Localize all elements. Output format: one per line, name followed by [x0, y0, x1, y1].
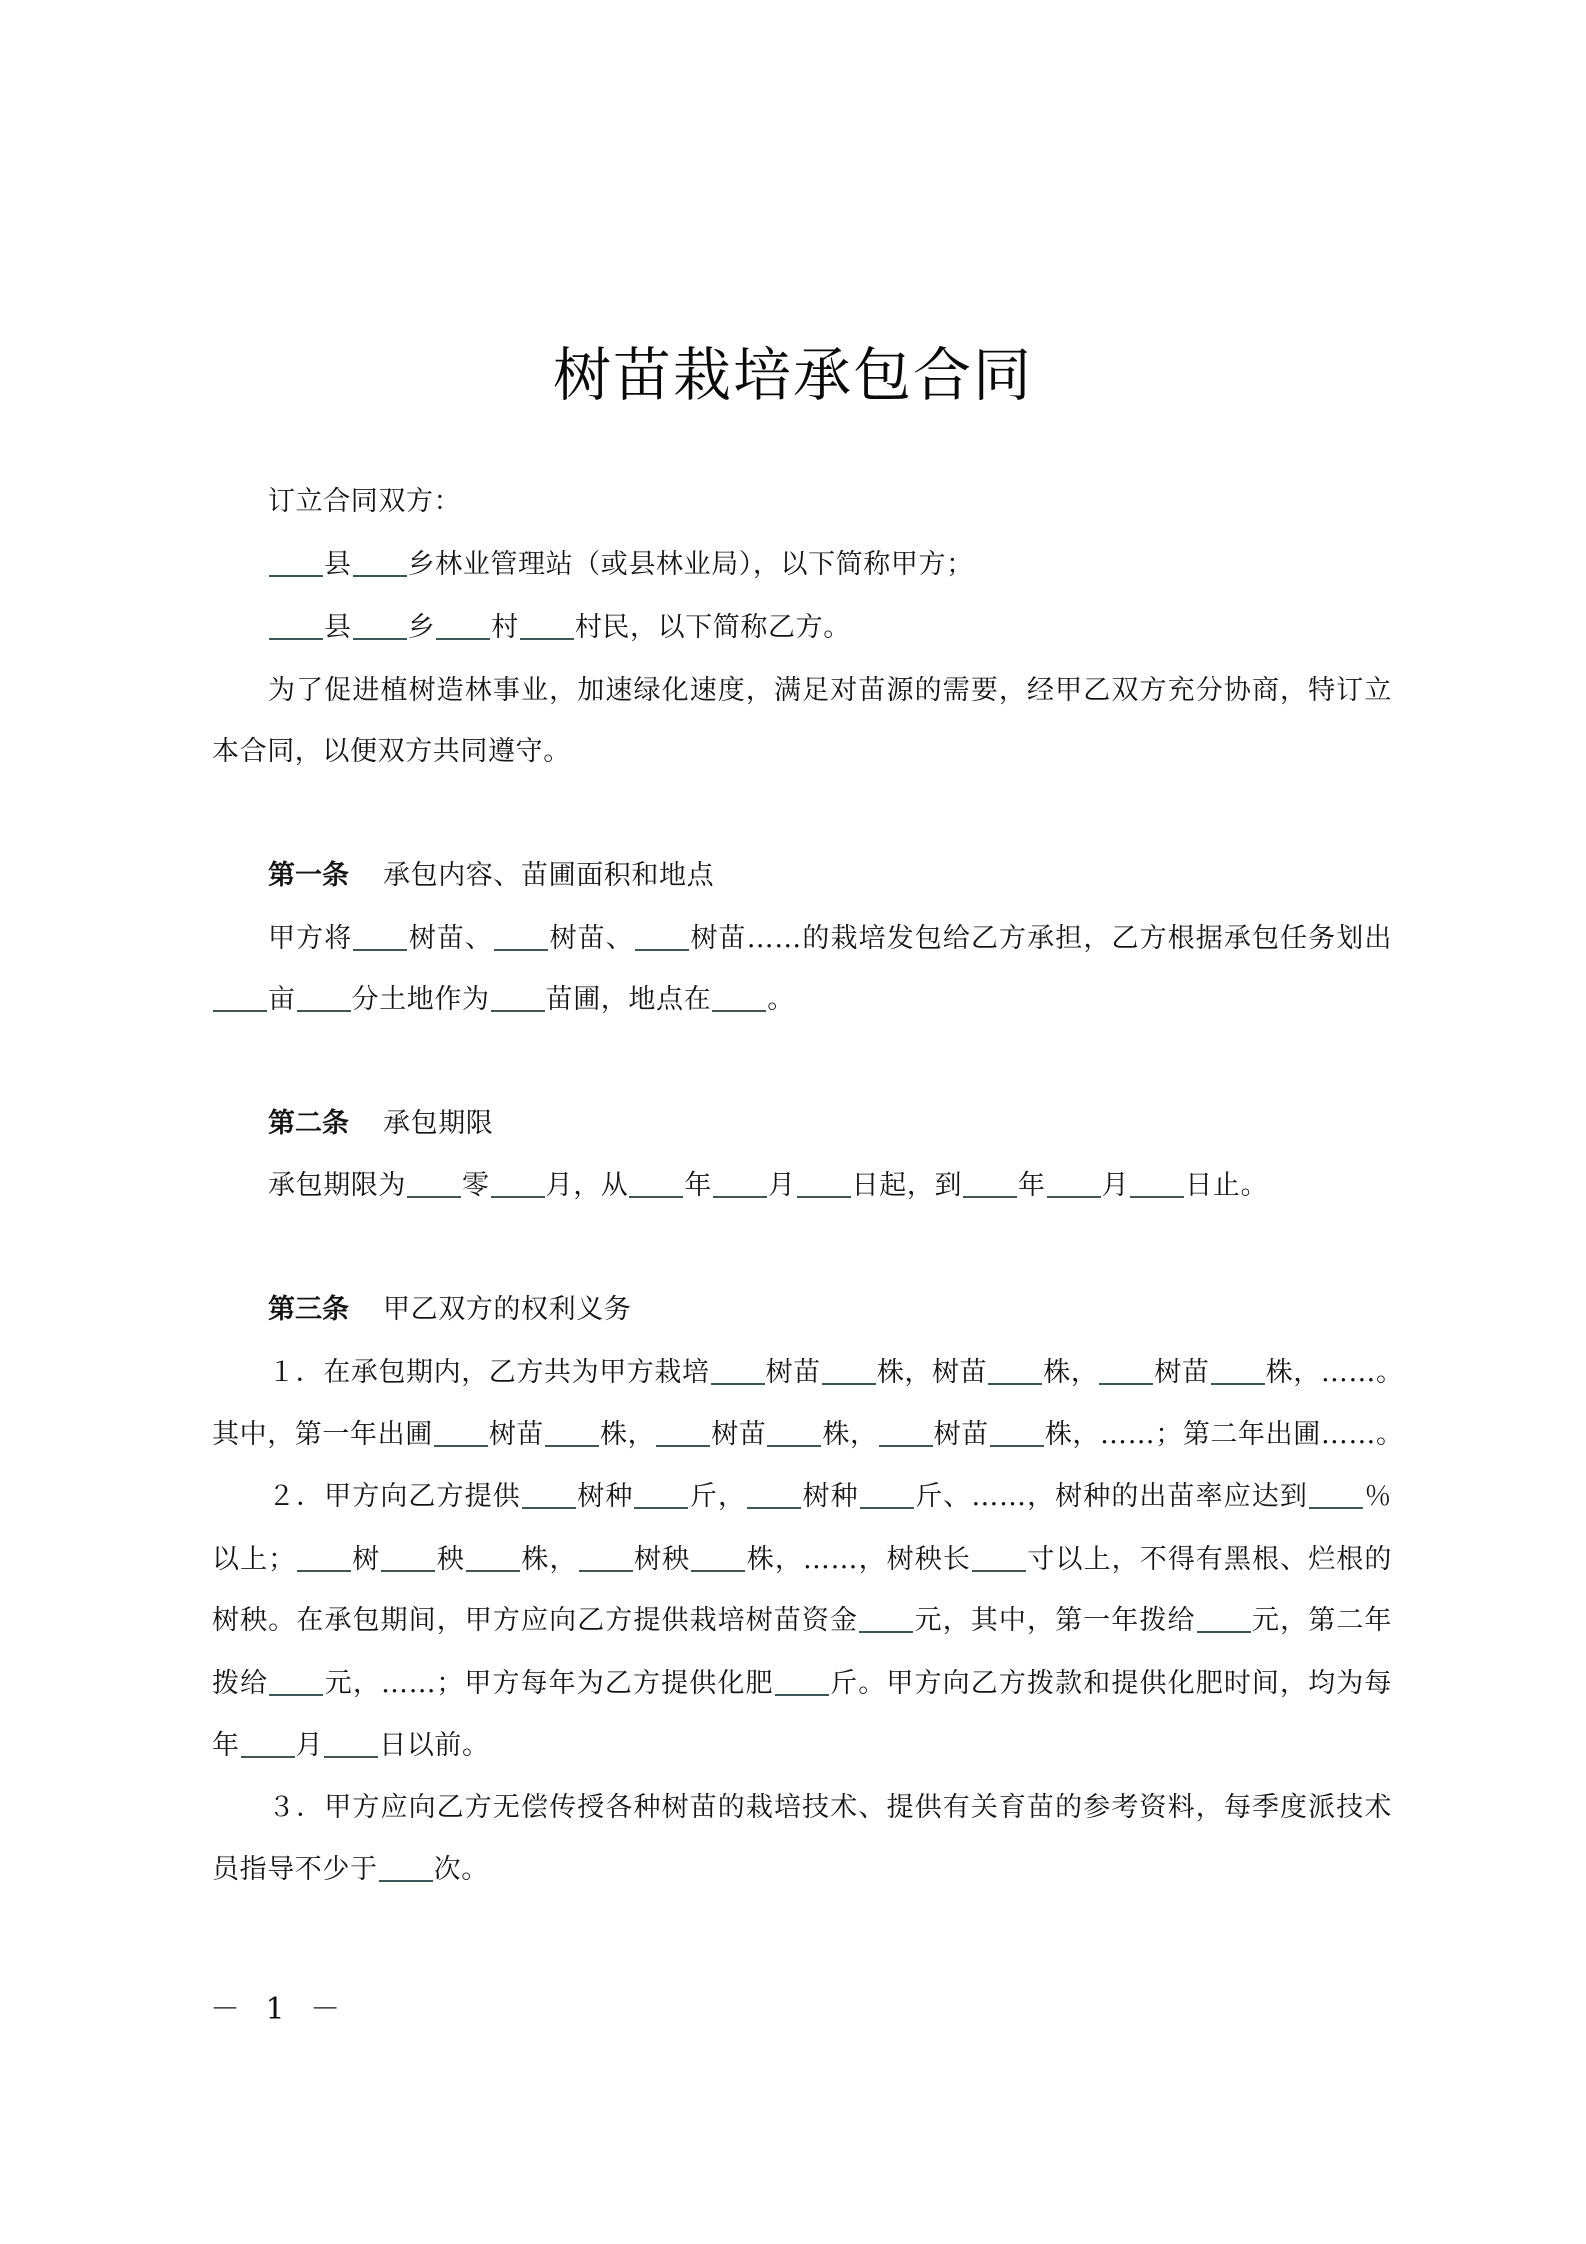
- text-segment: 分土地作为: [351, 984, 490, 1015]
- text-segment: 承包内容、苗圃面积和地点: [383, 860, 715, 891]
- fill-in-blank[interactable]: [491, 1166, 545, 1198]
- text-segment: 亩: [268, 984, 296, 1015]
- paragraph-line: [212, 1850, 1392, 1890]
- paragraph-line: [268, 608, 1392, 648]
- text-segment: 斤，: [689, 1481, 747, 1512]
- text-segment: 为了促进植树造林事业，加速绿化速度，满足对苗源的需要，经甲乙双方充分协商，特订立: [268, 675, 1392, 706]
- fill-in-blank[interactable]: [963, 1166, 1017, 1198]
- text-segment: 拨给: [212, 1668, 269, 1699]
- paragraph-line: [212, 1415, 1404, 1455]
- fill-in-blank[interactable]: [269, 1664, 323, 1696]
- article-heading: [268, 856, 1392, 896]
- fill-in-blank[interactable]: [241, 1726, 295, 1758]
- text-segment: 树苗: [1154, 1357, 1210, 1388]
- text-segment: 株，……，树秧长: [746, 1544, 971, 1575]
- fill-in-blank[interactable]: [747, 1477, 801, 1509]
- fill-in-blank[interactable]: [1099, 1353, 1153, 1385]
- fill-in-blank[interactable]: [353, 545, 407, 577]
- text-segment: 日以前。: [379, 1730, 490, 1761]
- text-segment: ３．甲方应向乙方无偿传授各种树苗的栽培技术、提供有关育苗的参考资料，每季度派技术: [268, 1792, 1392, 1823]
- fill-in-blank[interactable]: [520, 608, 574, 640]
- text-segment: 月: [768, 1170, 796, 1201]
- text-segment: 乡: [407, 612, 436, 643]
- text-segment: 员指导不少于: [212, 1854, 378, 1885]
- text-segment: 月: [1101, 1170, 1130, 1201]
- fill-in-blank[interactable]: [407, 1166, 461, 1198]
- text-segment: 株，: [1043, 1357, 1099, 1388]
- fill-in-blank[interactable]: [381, 1540, 435, 1572]
- article-number: 第三条: [268, 1294, 349, 1325]
- text-segment: 树苗……的栽培发包给乙方承担，乙方根据承包任务划出: [689, 923, 1392, 954]
- text-segment: 斤、……，树种的出苗率应达到: [914, 1481, 1308, 1512]
- article-number: 第一条: [268, 860, 349, 891]
- text-segment: 年: [212, 1730, 240, 1761]
- text-segment: 树苗: [711, 1419, 767, 1450]
- fill-in-blank[interactable]: [1130, 1166, 1184, 1198]
- text-segment: 元，……；甲方每年为乙方提供化肥: [324, 1668, 774, 1699]
- paragraph-line: [268, 671, 1392, 711]
- text-segment: 树苗、: [408, 923, 494, 954]
- fill-in-blank[interactable]: [711, 1353, 765, 1385]
- paragraph-line: [268, 1477, 1392, 1517]
- fill-in-blank[interactable]: [860, 1477, 914, 1509]
- article-number: 第二条: [268, 1108, 349, 1139]
- text-segment: 株，: [520, 1544, 578, 1575]
- text-segment: 日起，到: [851, 1170, 963, 1201]
- text-segment: 寸以上，不得有黑根、烂根的: [1026, 1544, 1392, 1575]
- fill-in-blank[interactable]: [353, 919, 407, 951]
- text-segment: 株，……。: [1265, 1357, 1404, 1388]
- text-segment: 次。: [433, 1854, 489, 1885]
- text-segment: 本合同，以便双方共同遵守。: [212, 736, 571, 767]
- text-segment: 树苗、: [549, 923, 634, 954]
- fill-in-blank[interactable]: [269, 608, 323, 640]
- fill-in-blank[interactable]: [379, 1850, 433, 1882]
- text-segment: 树秧。在承包期间，甲方应向乙方提供栽培树苗资金: [212, 1605, 859, 1636]
- fill-in-blank[interactable]: [691, 1540, 745, 1572]
- paragraph-line: [212, 1726, 1392, 1766]
- text-segment: 承包期限为: [268, 1170, 406, 1201]
- text-segment: 县: [324, 612, 352, 643]
- fill-in-blank[interactable]: [713, 1166, 767, 1198]
- fill-in-blank[interactable]: [269, 545, 323, 577]
- paragraph-line: [212, 1540, 1392, 1580]
- text-segment: 树种: [802, 1481, 859, 1512]
- text-segment: 县: [324, 549, 352, 580]
- text-segment: 订立合同双方：: [268, 486, 462, 517]
- fill-in-blank[interactable]: [324, 1726, 378, 1758]
- paragraph-line: [268, 482, 1392, 522]
- paragraph-line: [212, 1664, 1392, 1704]
- article-heading: [268, 1104, 1392, 1144]
- paragraph-line: [268, 919, 1392, 959]
- paragraph-line: [268, 545, 1392, 585]
- fill-in-blank[interactable]: [656, 1415, 710, 1447]
- fill-in-blank[interactable]: [990, 1415, 1044, 1447]
- paragraph-line: [212, 732, 1392, 772]
- text-segment: 秧: [436, 1544, 465, 1575]
- text-segment: 承包期限: [383, 1108, 494, 1139]
- text-segment: 树苗: [765, 1357, 821, 1388]
- text-segment: 树苗: [933, 1419, 989, 1450]
- paragraph-line: [268, 1788, 1392, 1828]
- fill-in-blank[interactable]: [213, 980, 267, 1012]
- text-segment: 株，树苗: [876, 1357, 988, 1388]
- text-segment: 以上；: [212, 1544, 296, 1575]
- document-title: 树苗栽培承包合同: [552, 341, 1033, 409]
- text-segment: １．在承包期内，乙方共为甲方栽培: [268, 1357, 710, 1388]
- text-segment: 乡林业管理站（或县林业局），以下简称甲方；: [407, 549, 974, 580]
- text-segment: 树秧: [633, 1544, 691, 1575]
- fill-in-blank[interactable]: [436, 608, 490, 640]
- fill-in-blank[interactable]: [491, 980, 545, 1012]
- text-segment: 月: [295, 1730, 324, 1761]
- fill-in-blank[interactable]: [434, 1415, 488, 1447]
- fill-in-blank[interactable]: [522, 1477, 576, 1509]
- fill-in-blank[interactable]: [297, 980, 351, 1012]
- text-segment: 村: [491, 612, 519, 643]
- text-segment: 年: [1018, 1170, 1046, 1201]
- fill-in-blank[interactable]: [635, 919, 689, 951]
- text-segment: 日止。: [1185, 1170, 1269, 1201]
- paragraph-line: [268, 1353, 1404, 1393]
- fill-in-blank[interactable]: [775, 1664, 829, 1696]
- text-segment: 株，……；第二年出圃……。: [1044, 1419, 1404, 1450]
- text-segment: 年: [684, 1170, 713, 1201]
- text-segment: 甲乙双方的权利义务: [383, 1294, 632, 1325]
- fill-in-blank[interactable]: [494, 919, 548, 951]
- text-segment: 甲方将: [268, 923, 353, 954]
- paragraph-line: [268, 1166, 1392, 1206]
- fill-in-blank[interactable]: [353, 608, 407, 640]
- fill-in-blank[interactable]: [797, 1166, 851, 1198]
- text-segment: 苗圃，地点在: [545, 984, 712, 1015]
- fill-in-blank[interactable]: [297, 1540, 351, 1572]
- text-segment: 元，其中，第一年拨给: [914, 1605, 1196, 1636]
- fill-in-blank[interactable]: [988, 1353, 1042, 1385]
- page-number: － 1 －: [210, 1992, 349, 2027]
- text-segment: 元，第二年: [1251, 1605, 1393, 1636]
- fill-in-blank[interactable]: [879, 1415, 933, 1447]
- text-segment: 村民，以下简称乙方。: [574, 612, 851, 643]
- fill-in-blank[interactable]: [629, 1166, 683, 1198]
- text-segment: ２．甲方向乙方提供: [268, 1481, 521, 1512]
- fill-in-blank[interactable]: [859, 1601, 913, 1633]
- fill-in-blank[interactable]: [1047, 1166, 1101, 1198]
- fill-in-blank[interactable]: [972, 1540, 1026, 1572]
- text-segment: 株，: [822, 1419, 878, 1450]
- text-segment: 株，: [600, 1419, 656, 1450]
- text-segment: 。: [767, 984, 795, 1015]
- fill-in-blank[interactable]: [1309, 1477, 1363, 1509]
- text-segment: 零: [462, 1170, 490, 1201]
- fill-in-blank[interactable]: [545, 1415, 599, 1447]
- text-segment: 其中，第一年出圃: [212, 1419, 433, 1450]
- text-segment: 月，从: [545, 1170, 629, 1201]
- text-segment: 斤。甲方向乙方拨款和提供化肥时间，均为每: [829, 1668, 1393, 1699]
- fill-in-blank[interactable]: [822, 1353, 876, 1385]
- text-segment: 树种: [576, 1481, 634, 1512]
- article-heading: [268, 1290, 1392, 1330]
- fill-in-blank[interactable]: [1197, 1601, 1251, 1633]
- paragraph-line: [212, 1601, 1392, 1641]
- fill-in-blank[interactable]: [712, 980, 766, 1012]
- fill-in-blank[interactable]: [767, 1415, 821, 1447]
- text-segment: 树苗: [488, 1419, 545, 1450]
- paragraph-line: [212, 980, 1392, 1020]
- text-segment: 树: [351, 1544, 381, 1575]
- fill-in-blank[interactable]: [579, 1540, 633, 1572]
- fill-in-blank[interactable]: [1211, 1353, 1265, 1385]
- fill-in-blank[interactable]: [634, 1477, 688, 1509]
- fill-in-blank[interactable]: [466, 1540, 520, 1572]
- text-segment: ％: [1363, 1481, 1393, 1512]
